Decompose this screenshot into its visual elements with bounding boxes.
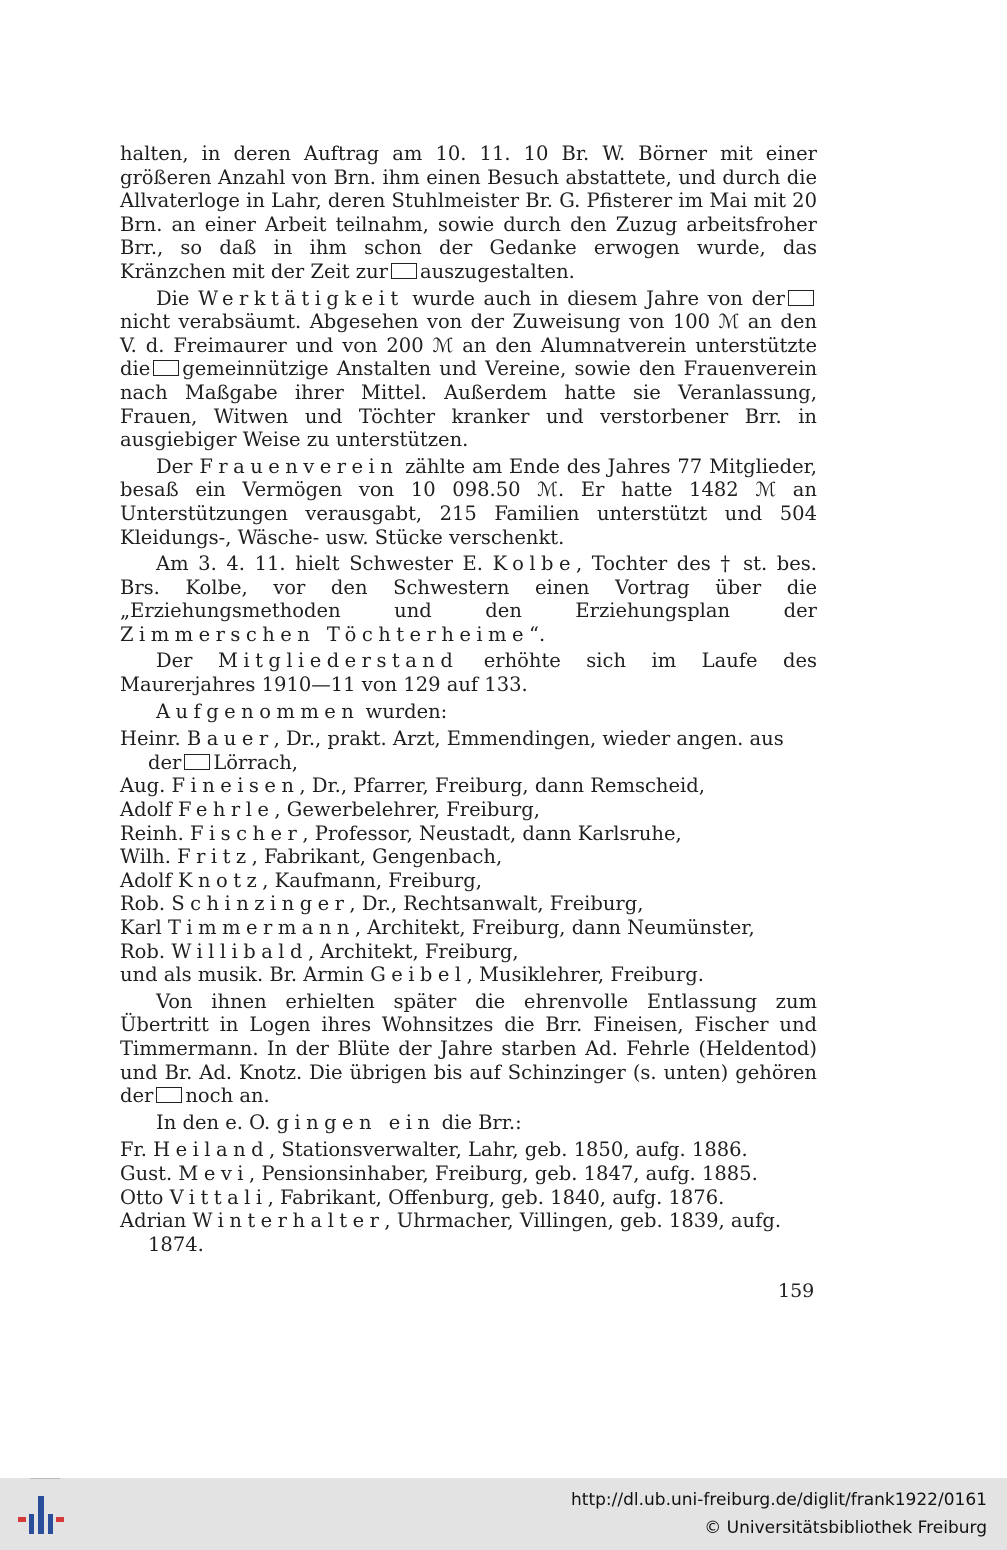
lodge-symbol-icon: [156, 1087, 182, 1103]
first-name: Gust.: [120, 1161, 173, 1185]
first-name: Aug.: [120, 774, 166, 798]
details: , Pensionsinhaber, Freiburg, geb. 1847, aufg. 1885.: [249, 1161, 758, 1185]
list-item: [120, 963, 817, 987]
details: , Dr., Rechtsanwalt, Freiburg,: [349, 892, 644, 916]
list-item: [120, 774, 817, 798]
paragraph-text: halten, in deren Auftrag am 10. 11. 10 Br. W. Börner mit einer größeren Anzahl von Brn. ihm einen Besuch abstattete, und durch die Allvaterloge in Lahr, deren Stuhlmeister Br. G. Pfisterer im Mai mit 20 Brn. an einer Arbeit teilnahm, sowie durch den Zuzug arbeitsfroher Brr., so daß in ihm schon der Gedanke erwogen wurde, das Kränzchen mit der Zeit zur: [120, 142, 817, 283]
paragraph-text: zählte am Ende des Jahres 77 Mitglieder, besaß ein Vermögen von 10 098.50 ℳ. Er hatte 1482 ℳ an Unterstützungen verausgabt, 215 Familien unterstützt und 504 Kleidungs-, Wäsche- usw. Stücke verschenkt.: [120, 454, 817, 549]
surname: Geibel: [370, 963, 467, 987]
paragraph-text: In den e. O.: [156, 1110, 271, 1134]
first-name: Otto: [120, 1185, 164, 1209]
list-item: [120, 1138, 817, 1162]
list-item: [120, 1186, 817, 1210]
copyright-notice: © Universitätsbibliothek Freiburg: [704, 1518, 987, 1538]
paragraph: [120, 990, 817, 1108]
list-item: [120, 798, 817, 822]
details: , Architekt, Freiburg, dann Neumünster,: [354, 916, 755, 939]
page-text: [120, 142, 817, 1259]
lodge-symbol-icon: [153, 360, 179, 376]
first-name: Karl: [120, 916, 162, 939]
member-list: [120, 727, 817, 987]
first-name: Reinh.: [120, 821, 184, 845]
page-number: 159: [778, 1280, 815, 1302]
surname: Schinzinger: [171, 892, 350, 916]
first-name: Adolf: [120, 798, 172, 822]
first-name: Rob.: [120, 892, 166, 916]
lodge-symbol-icon: [391, 263, 417, 279]
paragraph: [120, 142, 817, 284]
details: , Uhrmacher, Villingen, geb. 1839, aufg. 1874.: [148, 1209, 782, 1256]
list-item: [120, 727, 817, 774]
first-name: Wilh.: [120, 845, 171, 869]
list-item: [120, 940, 817, 964]
spaced-term: Zimmerschen Töchterheime: [120, 622, 529, 646]
details: , Fabrikant, Gengenbach,: [251, 845, 503, 869]
lodge-symbol-icon: [184, 754, 210, 770]
paragraph-text: die Brr.:: [441, 1110, 522, 1134]
paragraph: [120, 287, 817, 452]
paragraph-text: erhöhte sich im Laufe des Maurerjahres 1910—11 von 129 auf 133.: [120, 649, 818, 697]
surname: Fritz: [177, 845, 252, 869]
surname: Winterhalter: [192, 1209, 385, 1233]
details: , Musiklehrer, Freiburg.: [466, 963, 704, 987]
spaced-term: Mitgliederstand: [217, 649, 459, 673]
eternal-east-list: [120, 1138, 817, 1256]
first-name: Adrian: [120, 1209, 187, 1233]
details: , Dr., prakt. Arzt, Emmendingen, wieder angen. aus der: [148, 727, 784, 774]
surname: Bauer: [186, 727, 274, 751]
surname: Vittali: [169, 1185, 268, 1209]
details: , Dr., Pfarrer, Freiburg, dann Remscheid,: [299, 774, 705, 798]
list-item: [120, 1209, 817, 1256]
details: , Fabrikant, Offenburg, geb. 1840, aufg. 1876.: [267, 1185, 725, 1209]
spaced-name: Kolbe: [492, 552, 576, 576]
spaced-term: Aufgenommen: [156, 699, 360, 723]
paragraph-text: Von ihnen erhielten später die ehrenvolle Entlassung zum Übertritt in Logen ihres Wohnsitzes die Brr. Fineisen, Fischer und Timmermann. In der Blüte der Jahre starben Ad. Fehrle (Heldentod) und Br. Ad. Knotz. Die übrigen bis auf Schinzinger (s. unten) gehören der: [120, 989, 817, 1108]
paragraph: [120, 649, 817, 696]
list-item: [120, 869, 817, 893]
list-item: [120, 845, 817, 869]
list-item: [120, 822, 817, 846]
spaced-term: gingen ein: [276, 1110, 436, 1134]
paragraph-text: auszugestalten.: [419, 259, 575, 283]
paragraph-text: Am 3. 4. 11. hielt Schwester E.: [156, 552, 483, 576]
lodge-symbol-icon: [788, 290, 814, 306]
paragraph-text: nicht verabsäumt. Abgesehen von der Zuweisung von 100 ℳ an den V. d. Freimaurer und von 200 ℳ an den Alumnatverein unterstützte die: [120, 310, 817, 381]
first-name: Rob.: [120, 939, 166, 963]
paragraph: [120, 455, 817, 549]
paragraph-text: noch an.: [185, 1084, 270, 1108]
list-item: [120, 916, 817, 940]
details: , Professor, Neustadt, dann Karlsruhe,: [302, 821, 682, 845]
paragraph: [120, 700, 817, 724]
first-name: Heinr.: [120, 727, 181, 751]
spaced-term: Frauenverein: [199, 454, 399, 478]
surname: Mevi: [178, 1161, 249, 1185]
details: , Gewerbelehrer, Freiburg,: [274, 798, 540, 822]
divider: [30, 1478, 60, 1479]
first-name: Fr.: [120, 1138, 147, 1162]
surname: Heiland: [153, 1138, 270, 1162]
paragraph-text: Der: [156, 649, 193, 673]
surname: Fischer: [189, 821, 303, 845]
viewer-footer: [0, 1478, 1007, 1550]
details: , Stationsverwalter, Lahr, geb. 1850, aufg. 1886.: [269, 1138, 748, 1162]
surname: Knotz: [177, 868, 263, 892]
paragraph-text: “.: [529, 622, 546, 646]
list-item: [120, 892, 817, 916]
list-item: [120, 1162, 817, 1186]
surname: Fehrle: [177, 798, 275, 822]
details: , Architekt, Freiburg,: [307, 939, 519, 963]
paragraph-text: Der: [156, 454, 193, 478]
permalink-url[interactable]: http://dl.ub.uni-freiburg.de/diglit/frank1922/0161: [571, 1490, 987, 1510]
library-logo-icon: [16, 1492, 66, 1538]
paragraph-text: gemeinnützige Anstalten und Vereine, sowie den Frauenverein nach Maßgabe ihrer Mittel. Außerdem hatte sie Veranlassung, Frauen, Witwen und Töchter kranker und verstorbener Brr. in ausgiebiger Weise zu unterstützen.: [120, 357, 817, 452]
paragraph: [120, 1111, 817, 1135]
surname: Timmermann: [167, 916, 355, 939]
spaced-term: Werktätigkeit: [198, 286, 404, 310]
paragraph-text: wurden:: [365, 699, 448, 723]
details: Lörrach,: [213, 750, 298, 774]
first-name: Adolf: [120, 868, 172, 892]
surname: Fineisen: [171, 774, 300, 798]
paragraph-text: wurde auch in diesem Jahre von der: [412, 286, 785, 310]
paragraph-text: , Tochter des † st. bes. Brs. Kolbe, vor den Schwestern einen Vortrag über die „Erziehungsmethoden und den Erziehungsplan der: [120, 552, 817, 623]
details: , Kaufmann, Freiburg,: [262, 868, 482, 892]
surname: Willibald: [171, 939, 308, 963]
first-name: und als musik. Br. Armin: [120, 963, 364, 987]
paragraph-text: Die: [156, 286, 190, 310]
paragraph: [120, 552, 817, 646]
